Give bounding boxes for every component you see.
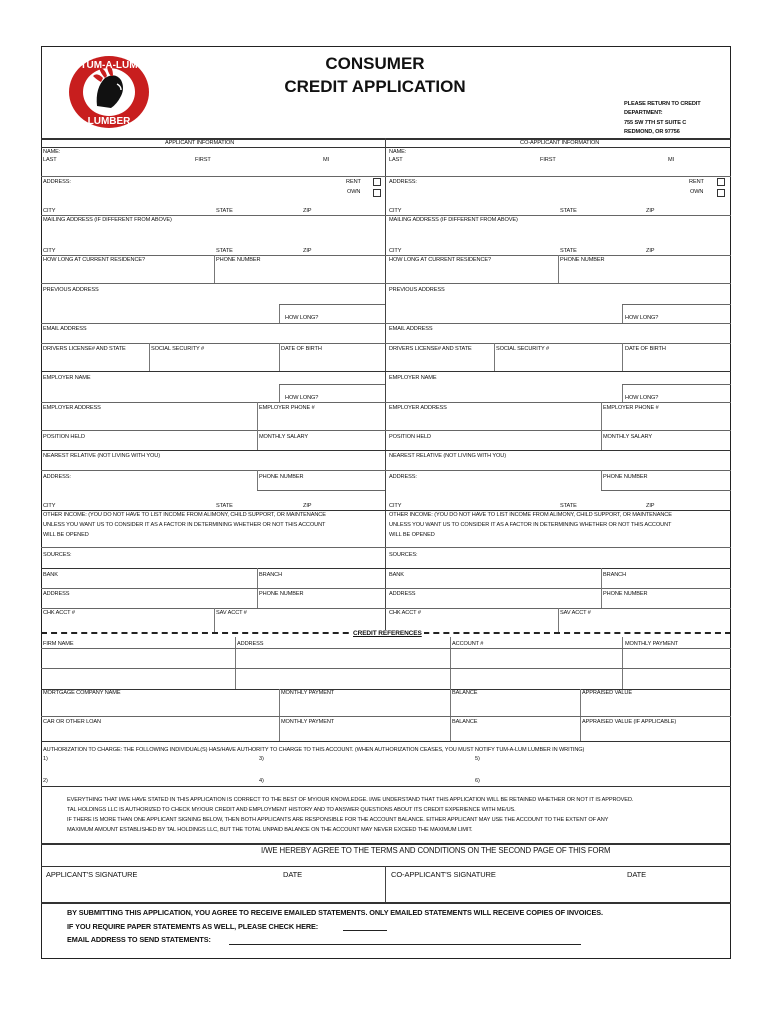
- co-city-label: CITY: [389, 208, 402, 214]
- logo-bottom-text: LUMBER: [87, 116, 131, 127]
- car-loan-label: CAR OR OTHER LOAN: [43, 719, 101, 725]
- co-rent-label: RENT: [689, 179, 704, 185]
- co-zip-label-2: ZIP: [646, 248, 655, 254]
- other-income-line-1: OTHER INCOME: (YOU DO NOT HAVE TO LIST INCOME FROM ALIMONY, CHILD SUPPORT, OR MAINTENANCE: [43, 512, 326, 518]
- co-sources-label: SOURCES:: [389, 552, 418, 558]
- mailing-label: MAILING ADDRESS (IF DIFFERENT FROM ABOVE): [43, 217, 172, 223]
- mi-label: MI: [323, 157, 330, 163]
- other-income-line-2: UNLESS YOU WANT US TO CONSIDER IT AS A FACTOR IN DETERMINING WHETHER OR NOT THIS ACCOUNT: [43, 522, 326, 528]
- center-divider: [385, 138, 386, 633]
- ref-account-label: ACCOUNT #: [452, 641, 484, 647]
- paper-statements-checkline[interactable]: [343, 930, 387, 931]
- car-appraised-label: APPRAISED VALUE (IF APPLICABLE): [582, 719, 677, 725]
- relative-zip-label: ZIP: [303, 503, 312, 509]
- co-last-label: LAST: [389, 157, 403, 163]
- co-savings-label: SAV ACCT #: [560, 610, 591, 616]
- address-label: ADDRESS:: [43, 179, 71, 185]
- coapplicant-signature-label: CO-APPLICANT'S SIGNATURE: [391, 870, 496, 879]
- auth-6: 6): [475, 778, 480, 784]
- logo-top-text: TUM-A-LUM: [80, 60, 138, 71]
- mortgage-balance-label: BALANCE: [452, 690, 478, 696]
- legal-line-1: EVERYTHING THAT I/WE HAVE STATED IN THIS APPLICATION IS CORRECT TO THE BEST OF MY/OUR KNOWLEDGE. I/WE UNDERSTAND THAT THIS APPLICATION WILL BE RETAINED WHETHER OR NOT IT IS APPROVED.: [67, 797, 634, 803]
- statements-line-1: BY SUBMITTING THIS APPLICATION, YOU AGREE TO RECEIVE EMAILED STATEMENTS. ONLY EMAILED STATEMENTS WILL RECEIVE COPIES OF INVOICES.: [67, 908, 603, 917]
- legal-line-3: IF THERE IS MORE THAN ONE APPLICANT SIGNING BELOW, THEN BOTH APPLICANTS ARE RESPONSIBLE FOR THE ACCOUNT BALANCE. EITHER APPLICANT MAY USE THE ACCOUNT TO THE EXTENT OF ANY: [67, 817, 609, 823]
- ref-monthly-payment-label: MONTHLY PAYMENT: [625, 641, 679, 647]
- header-divider: [41, 138, 731, 140]
- co-branch-label: BRANCH: [603, 572, 627, 578]
- city-label-2: CITY: [43, 248, 56, 254]
- sources-label: SOURCES:: [43, 552, 72, 558]
- rent-checkbox[interactable]: [373, 178, 381, 186]
- position-label: POSITION HELD: [43, 434, 85, 440]
- title-line-1: CONSUMER: [325, 54, 425, 73]
- co-how-long-residence-label: HOW LONG AT CURRENT RESIDENCE?: [389, 257, 492, 263]
- co-name-label: NAME:: [389, 149, 407, 155]
- co-relative-phone-label: PHONE NUMBER: [603, 474, 648, 480]
- co-employer-phone-label: EMPLOYER PHONE #: [603, 405, 659, 411]
- city-label: CITY: [43, 208, 56, 214]
- first-label: FIRST: [195, 157, 211, 163]
- relative-label: NEAREST RELATIVE (NOT LIVING WITH YOU): [43, 453, 161, 459]
- employer-name-label: EMPLOYER NAME: [43, 375, 91, 381]
- relative-city-label: CITY: [43, 503, 56, 509]
- checking-label: CHK ACCT #: [43, 610, 75, 616]
- mortgage-payment-label: MONTHLY PAYMENT: [281, 690, 335, 696]
- co-email-label: EMAIL ADDRESS: [389, 326, 433, 332]
- ref-address-label: ADDRESS: [237, 641, 264, 647]
- bank-address-label: ADDRESS: [43, 591, 70, 597]
- statements-line-3: EMAIL ADDRESS TO SEND STATEMENTS:: [67, 935, 211, 944]
- co-position-label: POSITION HELD: [389, 434, 431, 440]
- phone-number-label: PHONE NUMBER: [216, 257, 261, 263]
- auth-3: 3): [259, 756, 264, 762]
- auth-4: 4): [259, 778, 264, 784]
- co-mailing-label: MAILING ADDRESS (IF DIFFERENT FROM ABOVE): [389, 217, 518, 223]
- coapplicant-section-title: CO-APPLICANT INFORMATION: [520, 140, 600, 146]
- salary-label: MONTHLY SALARY: [259, 434, 308, 440]
- return-line-4: REDMOND, OR 97756: [624, 129, 680, 135]
- return-line-2: DEPARTMENT:: [624, 110, 663, 116]
- applicant-date-label: DATE: [283, 870, 303, 879]
- auth-1: 1): [43, 756, 48, 762]
- credit-references-title: CREDIT REFERENCES: [353, 630, 422, 637]
- co-zip-label: ZIP: [646, 208, 655, 214]
- co-bank-phone-label: PHONE NUMBER: [603, 591, 648, 597]
- dob-label: DATE OF BIRTH: [281, 346, 322, 352]
- employer-phone-label: EMPLOYER PHONE #: [259, 405, 315, 411]
- co-drivers-license-label: DRIVERS LICENSE# AND STATE: [389, 346, 472, 352]
- ssn-label: SOCIAL SECURITY #: [151, 346, 205, 352]
- own-label: OWN: [347, 189, 361, 195]
- co-own-label: OWN: [690, 189, 704, 195]
- co-relative-label: NEAREST RELATIVE (NOT LIVING WITH YOU): [389, 453, 507, 459]
- co-ssn-label: SOCIAL SECURITY #: [496, 346, 550, 352]
- email-label: EMAIL ADDRESS: [43, 326, 87, 332]
- return-line-1: PLEASE RETURN TO CREDIT: [624, 101, 701, 107]
- bank-label: BANK: [43, 572, 58, 578]
- co-state-label-2: STATE: [560, 248, 577, 254]
- name-label: NAME:: [43, 149, 61, 155]
- co-other-income-line-3: WILL BE OPENED: [389, 532, 435, 538]
- employer-address-label: EMPLOYER ADDRESS: [43, 405, 101, 411]
- savings-label: SAV ACCT #: [216, 610, 247, 616]
- auth-2: 2): [43, 778, 48, 784]
- co-mi-label: MI: [668, 157, 675, 163]
- co-checking-label: CHK ACCT #: [389, 610, 421, 616]
- firm-name-label: FIRM NAME: [43, 641, 74, 647]
- rent-label: RENT: [346, 179, 361, 185]
- coapplicant-date-label: DATE: [627, 870, 647, 879]
- last-label: LAST: [43, 157, 57, 163]
- zip-label: ZIP: [303, 208, 312, 214]
- section-title-divider: [41, 147, 731, 148]
- co-salary-label: MONTHLY SALARY: [603, 434, 652, 440]
- car-balance-label: BALANCE: [452, 719, 478, 725]
- how-long-residence-label: HOW LONG AT CURRENT RESIDENCE?: [43, 257, 146, 263]
- co-bank-label: BANK: [389, 572, 404, 578]
- mortgage-label: MORTGAGE COMPANY NAME: [43, 690, 121, 696]
- co-other-income-line-1: OTHER INCOME: (YOU DO NOT HAVE TO LIST INCOME FROM ALIMONY, CHILD SUPPORT, OR MAINTENANCE: [389, 512, 672, 518]
- drivers-license-label: DRIVERS LICENSE# AND STATE: [43, 346, 126, 352]
- branch-label: BRANCH: [259, 572, 283, 578]
- legal-line-4: MAXIMUM AMOUNT ESTABLISHED BY TAL HOLDINGS LLC, BUT THE TOTAL UNPAID BALANCE ON THE ACCOUNT MAY NEVER EXCEED THE MAXIMUM LIMIT.: [67, 827, 473, 833]
- auth-5: 5): [475, 756, 480, 762]
- co-bank-address-label: ADDRESS: [389, 591, 416, 597]
- co-own-checkbox[interactable]: [717, 189, 725, 197]
- co-relative-zip-label: ZIP: [646, 503, 655, 509]
- return-line-3: 755 SW 7TH ST SUITE C: [624, 120, 687, 126]
- bank-phone-label: PHONE NUMBER: [259, 591, 304, 597]
- zip-label-2: ZIP: [303, 248, 312, 254]
- title-line-2: CREDIT APPLICATION: [284, 77, 466, 96]
- co-employer-address-label: EMPLOYER ADDRESS: [389, 405, 447, 411]
- applicant-section-title: APPLICANT INFORMATION: [165, 140, 235, 146]
- how-long-label: HOW LONG?: [285, 315, 319, 321]
- previous-address-label: PREVIOUS ADDRESS: [43, 287, 99, 293]
- co-employer-name-label: EMPLOYER NAME: [389, 375, 437, 381]
- co-other-income-line-2: UNLESS YOU WANT US TO CONSIDER IT AS A FACTOR IN DETERMINING WHETHER OR NOT THIS ACCOUNT: [389, 522, 672, 528]
- other-income-line-3: WILL BE OPENED: [43, 532, 89, 538]
- applicant-signature-label: APPLICANT'S SIGNATURE: [46, 870, 138, 879]
- co-how-long-label: HOW LONG?: [625, 315, 659, 321]
- co-relative-state-label: STATE: [560, 503, 577, 509]
- own-checkbox[interactable]: [373, 189, 381, 197]
- relative-address-label: ADDRESS:: [43, 474, 71, 480]
- agree-text: I/WE HEREBY AGREE TO THE TERMS AND CONDITIONS ON THE SECOND PAGE OF THIS FORM: [261, 846, 611, 855]
- co-previous-address-label: PREVIOUS ADDRESS: [389, 287, 445, 293]
- relative-state-label: STATE: [216, 503, 233, 509]
- co-rent-checkbox[interactable]: [717, 178, 725, 186]
- state-label: STATE: [216, 208, 233, 214]
- co-relative-city-label: CITY: [389, 503, 402, 509]
- legal-line-2: TAL HOLDINGS LLC IS AUTHORIZED TO CHECK MY/OUR CREDIT AND EMPLOYMENT HISTORY AND TO ANSWER QUESTIONS ABOUT ITS CREDIT EXPERIENCE WITH ME/US.: [67, 807, 516, 813]
- co-address-label: ADDRESS:: [389, 179, 417, 185]
- co-phone-number-label: PHONE NUMBER: [560, 257, 605, 263]
- mortgage-appraised-label: APPRAISED VALUE: [582, 690, 633, 696]
- co-city-label-2: CITY: [389, 248, 402, 254]
- car-payment-label: MONTHLY PAYMENT: [281, 719, 335, 725]
- co-first-label: FIRST: [540, 157, 556, 163]
- statement-email-input[interactable]: [229, 944, 581, 945]
- authorization-text: AUTHORIZATION TO CHARGE: THE FOLLOWING INDIVIDUAL(S) HAS/HAVE AUTHORITY TO CHARGE TO THIS ACCOUNT. (WHEN AUTHORIZATION CEASES, YOU MUST NOTIFY TUM-A-LUM LUMBER IN WRITING): [43, 747, 585, 753]
- co-employer-how-long-label: HOW LONG?: [625, 395, 659, 401]
- co-relative-address-label: ADDRESS:: [389, 474, 417, 480]
- co-dob-label: DATE OF BIRTH: [625, 346, 666, 352]
- state-label-2: STATE: [216, 248, 233, 254]
- co-state-label: STATE: [560, 208, 577, 214]
- relative-phone-label: PHONE NUMBER: [259, 474, 304, 480]
- employer-how-long-label: HOW LONG?: [285, 395, 319, 401]
- statements-line-2: IF YOU REQUIRE PAPER STATEMENTS AS WELL, PLEASE CHECK HERE:: [67, 922, 319, 931]
